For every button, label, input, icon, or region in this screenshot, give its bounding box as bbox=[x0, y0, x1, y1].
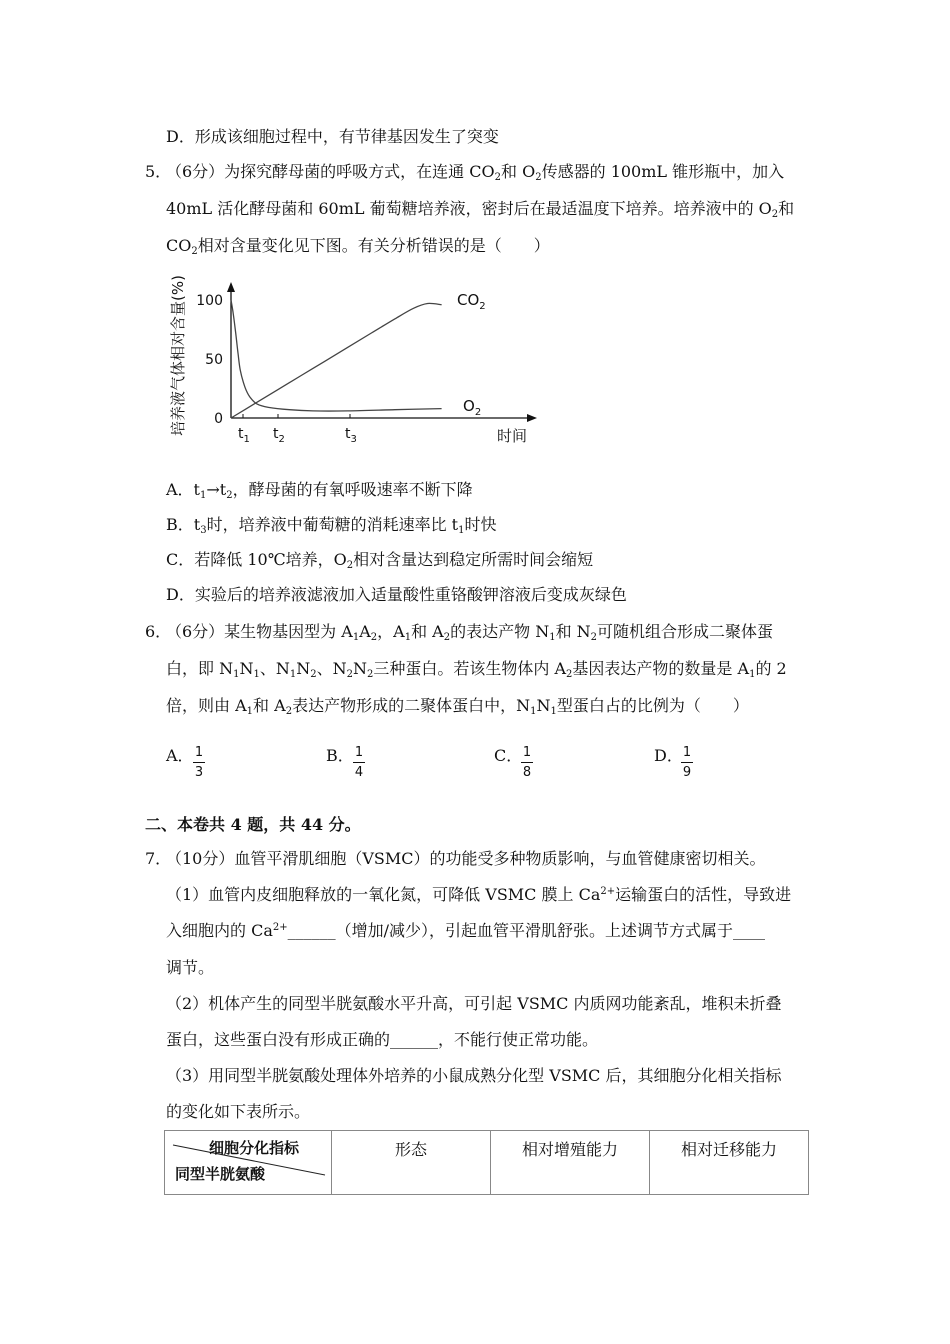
x-tick-label: $t_3$ bbox=[345, 426, 357, 445]
q7-part1-line1: （1）血管内皮细胞释放的一氧化氮，可降低 VSMC 膜上 $Ca^{2+}$运输蛋白的活性，导致进 bbox=[166, 885, 792, 904]
q6-stem-line1: （6分）某生物基因型为 $A_1A_2$，$A_1$和 $A_2$的表达产物 $N_1$和 $N_2$可随机组合形成二聚体蛋 bbox=[166, 622, 774, 643]
q6-stem-line3: 倍，则由 $A_1$和 $A_2$表达产物形成的二聚体蛋白中，$N_1N_1$型蛋白占的比例为（ ） bbox=[166, 696, 749, 717]
y-tick-label: 50 bbox=[205, 352, 223, 368]
q6-option-a-fraction: 1 3 bbox=[194, 745, 204, 780]
o2-series-line bbox=[231, 300, 442, 411]
q7-part1-line3: 调节。 bbox=[166, 958, 215, 977]
y-tick-label: 0 bbox=[214, 411, 223, 427]
q5-stem-line1: （6分）为探究酵母菌的呼吸方式，在连通 $CO_2$和 $O_2$传感器的 100mL 锥形瓶中，加入 bbox=[166, 162, 785, 183]
q6-number: 6． bbox=[145, 622, 172, 641]
q6-stem-line2: 白，即 $N_1N_1$、$N_1N_2$、$N_2N_2$三种蛋白。若该生物体内 $A_2$基因表达产物的数量是 $A_1$的 2 bbox=[166, 659, 787, 680]
corner-header-top: 细胞分化指标 bbox=[208, 1139, 299, 1157]
chart-y-axis-label: 培养液气体相对含量(%) bbox=[169, 275, 187, 436]
q7-part2-line2: 蛋白，这些蛋白没有形成正确的______，不能行使正常功能。 bbox=[166, 1030, 599, 1049]
q5-number: 5． bbox=[145, 162, 172, 181]
chart-y-arrow bbox=[227, 282, 235, 292]
table-row bbox=[165, 1131, 809, 1195]
table-header-proliferation: 相对增殖能力 bbox=[491, 1131, 650, 1195]
q7-part2-line1: （2）机体产生的同型半胱氨酸水平升高，可引起 VSMC 内质网功能紊乱，堆积未折叠 bbox=[166, 994, 782, 1013]
table-header-migration: 相对迁移能力 bbox=[650, 1131, 809, 1195]
section2-heading: 二、本卷共 4 题，共 44 分。 bbox=[145, 815, 361, 834]
x-tick-label: $t_2$ bbox=[273, 426, 285, 445]
q6-option-c-label: C． bbox=[494, 746, 523, 765]
q5-option-d: D．实验后的培养液滤液加入适量酸性重铬酸钾溶液后变成灰绿色 bbox=[166, 585, 627, 604]
table-corner-cell bbox=[165, 1131, 332, 1195]
q5-option-a: A．$t_1\to t_2$，酵母菌的有氧呼吸速率不断下降 bbox=[166, 480, 473, 501]
co2-series-line bbox=[231, 303, 442, 418]
q5-option-c: C．若降低 10℃培养，$O_2$相对含量达到稳定所需时间会缩短 bbox=[166, 550, 594, 571]
q7-intro: （10分）血管平滑肌细胞（VSMC）的功能受多种物质影响，与血管健康密切相关。 bbox=[166, 849, 766, 868]
q7-part3-line1: （3）用同型半胱氨酸处理体外培养的小鼠成熟分化型 VSMC 后，其细胞分化相关指标 bbox=[166, 1066, 782, 1085]
q6-option-c-fraction: 1 8 bbox=[522, 745, 532, 780]
q7-part3-line2: 的变化如下表所示。 bbox=[166, 1102, 311, 1121]
q7-number: 7． bbox=[145, 849, 172, 868]
corner-header-bottom: 同型半胱氨酸 bbox=[175, 1165, 266, 1183]
q5-stem-line3: $CO_2$相对含量变化见下图。有关分析错误的是（ ） bbox=[166, 236, 550, 257]
q6-option-a-label: A． bbox=[166, 746, 194, 765]
o2-series-label: $O_2$ bbox=[463, 397, 482, 418]
chart-x-arrow bbox=[527, 414, 537, 422]
table-header-morphology: 形态 bbox=[332, 1131, 491, 1195]
q4-option-d: D．形成该细胞过程中，有节律基因发生了突变 bbox=[166, 127, 499, 146]
q5-stem-line2: 40mL 活化酵母菌和 60mL 葡萄糖培养液，密封后在最适温度下培养。培养液中的 $O_2$和 bbox=[166, 199, 795, 220]
q6-option-d-fraction: 1 9 bbox=[682, 745, 692, 780]
x-tick-label: $t_1$ bbox=[238, 426, 250, 445]
q7-part1-line2: 入细胞内的 $Ca^{2+}\_\_\_\_\_\_$（增加/减少），引起血管平滑肌舒张。上述调节方式属于____ bbox=[166, 921, 766, 940]
co2-series-label: $CO_2$ bbox=[457, 291, 486, 312]
y-tick-label: 100 bbox=[196, 293, 223, 309]
q6-option-b-label: B． bbox=[326, 746, 354, 765]
q6-option-b-fraction: 1 4 bbox=[354, 745, 364, 780]
vsmc-table bbox=[164, 1130, 809, 1195]
q6-option-d-label: D． bbox=[654, 746, 683, 765]
gas-content-chart bbox=[165, 272, 545, 452]
chart-x-axis-label: 时间 bbox=[497, 427, 528, 445]
q5-option-b: B．$t_3$时，培养液中葡萄糖的消耗速率比 $t_1$时快 bbox=[166, 515, 497, 536]
